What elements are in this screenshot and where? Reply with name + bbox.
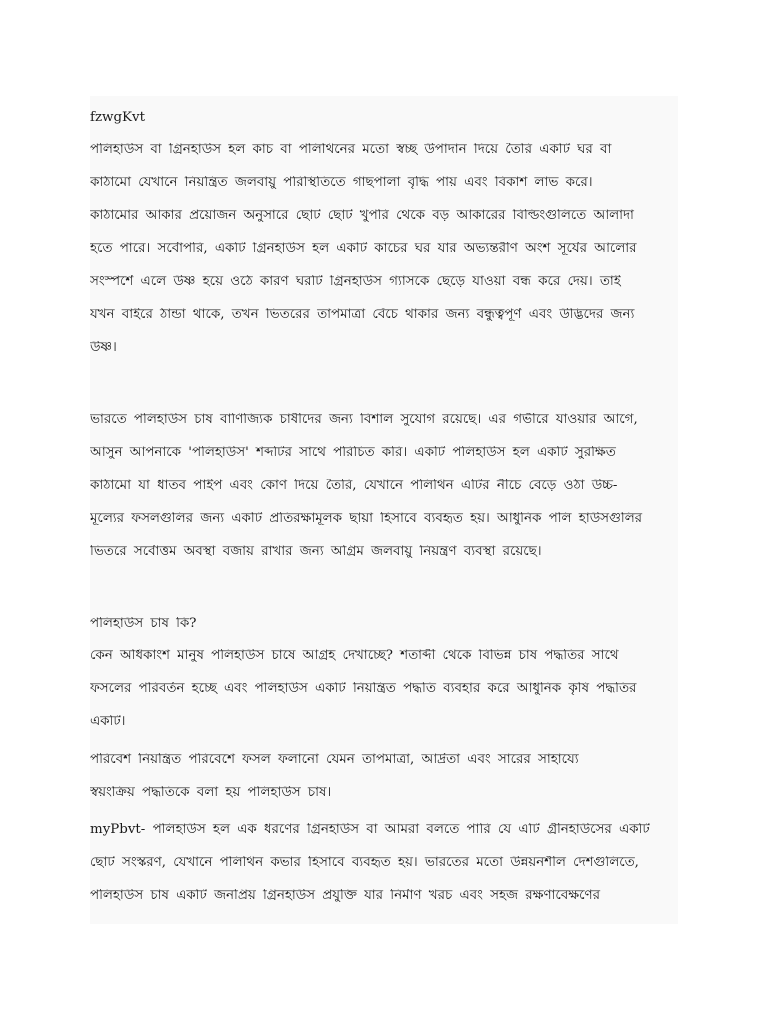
text-line: স্বয়ংক্রিয় পদ্ধতিকে বলা হয় পলিহাউস চাষ। xyxy=(90,786,332,800)
text-line: ভারতে পলিহাউস চাষ বাণিজ্যিক চাষীদের জন্য বিশাল সুযোগ রয়েছে। এর গভীরে যাওয়ার আগে, xyxy=(90,413,638,427)
section-subheading: পলিহাউস চাষ কি? xyxy=(90,617,197,631)
text-line: কাঠামো যেখানে নিয়ন্ত্রিত জলবায়ু পরিস্থিতিতে গাছপালা বৃদ্ধি পায় এবং বিকাশ লাভ করে। xyxy=(90,176,593,190)
text-line: আসুন আপনাকে 'পলিহাউস' শব্দটির সাথে পরিচিত করি। একটি পলিহাউস হল একটি সুরক্ষিত xyxy=(90,446,616,460)
text-line: ফসলের পরিবর্তন হচ্ছে এবং পলিহাউস একটি নিয়ন্ত্রিত পদ্ধতি ব্যবহার করে আধুনিক কৃষি পদ্ধতির xyxy=(90,682,637,696)
text-line: কেন অধিকাংশ মানুষ পলিহাউস চাষে আগ্রহ দেখাচ্ছে? শতাব্দী থেকে বিভিন্ন চাষ পদ্ধতির সাথে xyxy=(90,649,619,663)
document-heading: fzwgKvt xyxy=(90,111,145,125)
text-line: যখন বাইরে ঠান্ডা থাকে, তখন ভিতরের তাপমাত্রা বেঁচে থাকার জন্য বন্ধুত্বপূর্ণ এবং উদ্ভিদের জন্য xyxy=(90,308,635,322)
text-line: হতে পারে। সর্বোপরি, একটি গ্রিনহাউস হল একটি কাচের ঘর যার অভ্যন্তরীণ অংশ সূর্যের আলোর xyxy=(90,242,637,256)
text-line: পরিবেশ নিয়ন্ত্রিত পরিবেশে ফসল ফলানো যেমন তাপমাত্রা, আর্দ্রতা এবং সারের সাহায্যে xyxy=(90,753,579,767)
text-line: উষ্ণ। xyxy=(90,341,117,355)
text-line: ছোট সংস্করণ, যেখানে পলিথিন কভার হিসাবে ব্যবহৃত হয়। ভারতের মতো উন্নয়নশীল দেশগুলিতে, xyxy=(90,856,639,870)
text-line: কাঠামোর আকার প্রয়োজন অনুসারে ছোট ছোট খুপরি থেকে বড় আকারের বিল্ডিংগুলিতে আলাদা xyxy=(90,209,634,223)
text-line: পলিহাউস চাষ একটি জনপ্রিয় গ্রিনহাউস প্রযুক্তি যার নির্মাণ খরচ এবং সহজ রক্ষণাবেক্ষণের xyxy=(90,889,600,903)
text-line: মূল্যের ফসলগুলির জন্য একটি প্রতিরক্ষামূলক ছায়া হিসাবে ব্যবহৃত হয়। আধুনিক পলি হাউসগুলির xyxy=(90,512,643,526)
text-line: একটি। xyxy=(90,715,126,729)
text-line: পলিহাউস বা গ্রিনহাউস হল কাঁচ বা পলিথিনের মতো স্বচ্ছ উপাদান দিয়ে তৈরি একটি ঘর বা xyxy=(90,143,612,157)
text-line: সংস্পর্শে এলে উষ্ণ হয়ে ওঠে কারণ ঘরটি গ্রিনহাউস গ্যাসকে ছেড়ে যাওয়া বন্ধ করে দেয়। তাই xyxy=(90,275,621,289)
text-line: ভিতরে সর্বোত্তম অবস্থা বজায় রাখার জন্য অগ্রিম জলবায়ু নিয়ন্ত্রণ ব্যবস্থা রয়েছে। xyxy=(90,545,542,559)
text-line: myPbvt- পলিহাউস হল এক ধরণের গ্রিনহাউস বা আমরা বলতে পারি যে এটি গ্রীনহাউসের একটি xyxy=(90,823,650,837)
text-line: কাঠামো যা ধাতব পাইপ এবং কোণ দিয়ে তৈরি, যেখানে পলিথিন এটির নীচে বেড়ে ওঠা উচ্চ- xyxy=(90,479,618,493)
